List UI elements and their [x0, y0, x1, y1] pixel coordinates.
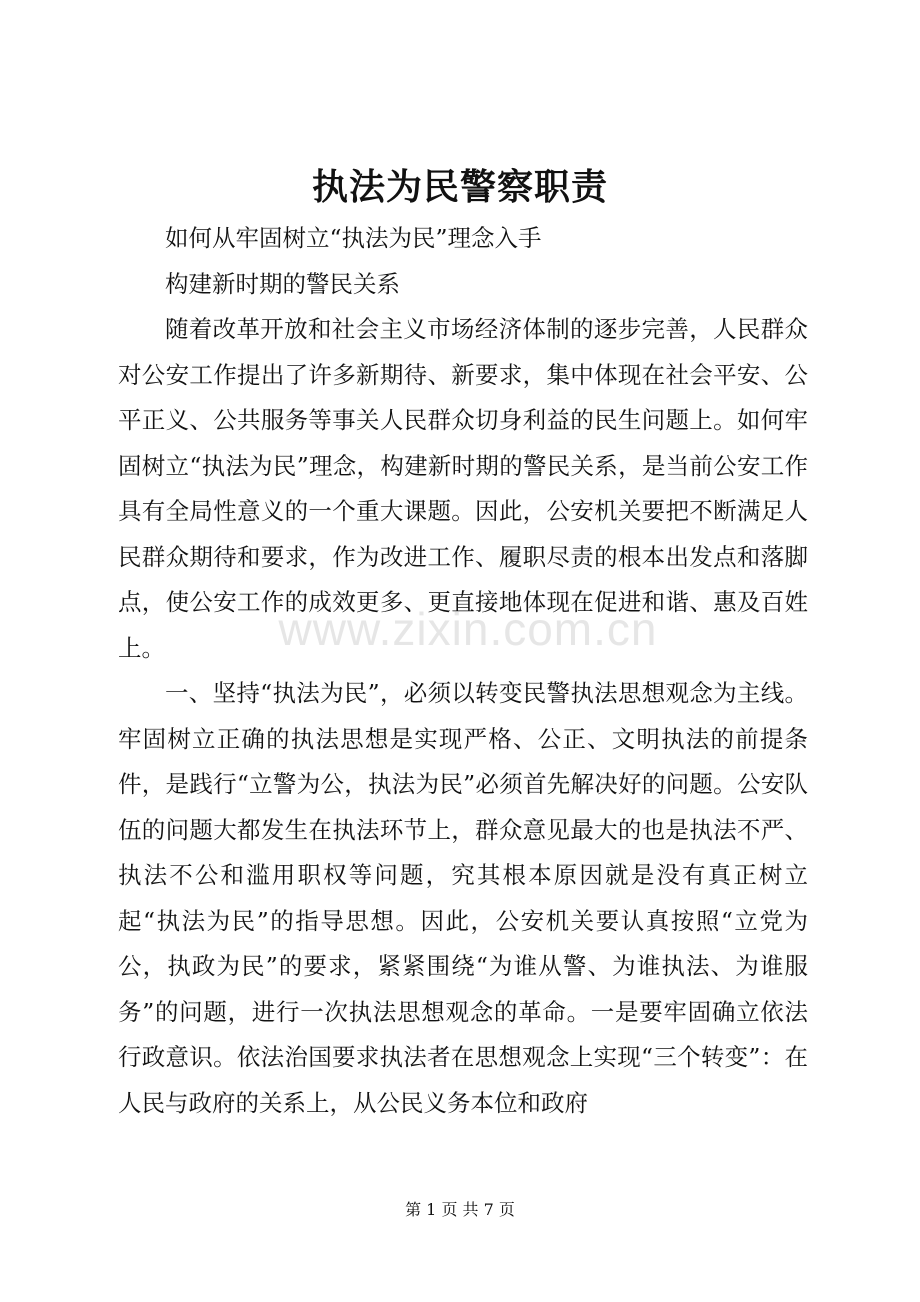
document-title: 执法为民警察职责 [311, 166, 608, 208]
paragraph-subtitle-2: 构建新时期的警民关系 [165, 269, 400, 298]
paragraph-section-1: 一、坚持“执法为民”，必须以转变民警执法思想观念为主线。牢固树立正确的执法思想是实现严格、公正、文明执法的前提条件，是践行“立警为公，执法为民”必须首先解决好的问题。公安队伍的问题大都发生在执法环节上，群众意见最大的也是执法不严、执法不公和滥用职权等问题，究其根本原因就是没有真正树立起“执法为民”的指导思想。因此，公安机关要认真按照“立党为公，执政为民”的要求，紧紧围绕“为谁从警、为谁执法、为谁服务”的问题，进行一次执法思想观念的革命。一是要牢固确立依法行政意识。依法治国要求执法者在思想观念上实现“三个转变”：在人民与政府的关系上，从公民义务本位和政府 [118, 679, 808, 1117]
paragraph-subtitle-1: 如何从牢固树立“执法为民”理念入手 [165, 224, 542, 252]
page-footer: 第 1 页 共 7 页 [405, 1200, 515, 1219]
paragraph-intro: 随着改革开放和社会主义市场经济体制的逐步完善，人民群众对公安工作提出了许多新期待、新要求，集中体现在社会平安、公平正义、公共服务等事关人民群众切身利益的民生问题上。如何牢固树立“执法为民”理念，构建新时期的警民关系，是当前公安工作具有全局性意义的一个重大课题。因此，公安机关要把不断满足人民群众期待和要求，作为改进工作、履职尽责的根本出发点和落脚点，使公安工作的成效更多、更直接地体现在促进和谐、惠及百姓上。 [118, 315, 808, 662]
watermark: www.zixin.com.cn [278, 603, 658, 655]
document-body [118, 216, 808, 1126]
